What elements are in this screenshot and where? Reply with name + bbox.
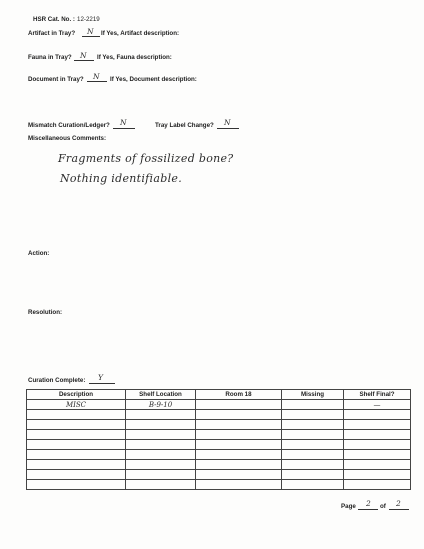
table-cell — [282, 480, 344, 490]
tray-label-answer-line — [217, 128, 239, 129]
col-header-description: Description — [27, 390, 126, 400]
table-cell — [282, 460, 344, 470]
table-cell — [126, 440, 196, 450]
table-cell — [196, 430, 282, 440]
table-row — [27, 470, 411, 480]
shelf-log-table — [26, 389, 411, 490]
cat-number-label: HSR Cat. No. : — [33, 16, 75, 23]
document-desc-label: If Yes, Document description: — [110, 76, 197, 83]
col-header-room-18: Room 18 — [196, 390, 282, 400]
table-cell — [27, 480, 126, 490]
table-cell — [27, 450, 126, 460]
table-row — [27, 450, 411, 460]
table-row — [27, 480, 411, 490]
tray-label-change-label: Tray Label Change? — [155, 122, 214, 129]
table-cell — [196, 420, 282, 430]
table-cell — [344, 420, 411, 430]
fauna-answer: N — [80, 51, 87, 60]
table-cell — [344, 440, 411, 450]
mismatch-label: Mismatch Curation/Ledger? — [28, 122, 110, 129]
table-cell — [196, 460, 282, 470]
col-header-missing: Missing — [282, 390, 344, 400]
table-row — [27, 430, 411, 440]
tray-label-answer: N — [224, 118, 231, 127]
table-cell — [282, 430, 344, 440]
table-cell — [27, 460, 126, 470]
table-cell — [196, 470, 282, 480]
table-cell — [126, 470, 196, 480]
document-answer: N — [93, 72, 100, 81]
curation-answer: Y — [98, 373, 103, 382]
table-cell — [196, 400, 282, 410]
table-cell — [126, 460, 196, 470]
artifact-answer-line — [82, 36, 100, 37]
table-row — [27, 410, 411, 420]
table-cell — [196, 480, 282, 490]
page-label: Page — [341, 503, 356, 510]
table-cell — [344, 410, 411, 420]
table-cell — [344, 470, 411, 480]
fauna-answer-line — [74, 60, 94, 61]
curation-complete-label: Curation Complete: — [28, 377, 86, 384]
fauna-label: Fauna in Tray? — [28, 54, 72, 61]
table-cell — [196, 440, 282, 450]
table-cell — [282, 450, 344, 460]
action-label: Action: — [28, 250, 50, 257]
curation-answer-line — [89, 383, 115, 384]
table-cell — [126, 450, 196, 460]
table-cell: MISC — [27, 400, 126, 410]
page-total: 2 — [396, 499, 401, 508]
document-answer-line — [87, 81, 107, 82]
page-total-line — [389, 509, 409, 510]
col-header-shelf-final: Shelf Final? — [344, 390, 411, 400]
fauna-desc-label: If Yes, Fauna description: — [97, 54, 172, 61]
table-cell — [27, 410, 126, 420]
table-row — [27, 400, 411, 410]
artifact-label: Artifact in Tray? — [28, 30, 76, 37]
table-cell — [196, 450, 282, 460]
table-cell — [344, 460, 411, 470]
of-label: of — [380, 503, 386, 510]
table-cell — [27, 430, 126, 440]
comment-line-1: Fragments of fossilized bone? — [58, 152, 234, 165]
table-cell — [27, 440, 126, 450]
col-header-shelf-location: Shelf Location — [126, 390, 196, 400]
artifact-answer: N — [87, 27, 94, 36]
table-cell — [282, 440, 344, 450]
table-cell — [126, 430, 196, 440]
table-cell — [282, 470, 344, 480]
table-row — [27, 440, 411, 450]
table-cell — [282, 400, 344, 410]
table-header-row — [27, 390, 411, 400]
table-cell — [344, 450, 411, 460]
table-cell — [344, 480, 411, 490]
table-cell — [196, 410, 282, 420]
document-label: Document in Tray? — [28, 76, 84, 83]
comment-line-2: Nothing identifiable. — [60, 172, 182, 185]
comments-label: Miscellaneous Comments: — [28, 135, 107, 142]
table-cell — [126, 420, 196, 430]
page-num-line — [358, 509, 378, 510]
table-cell — [282, 410, 344, 420]
table-cell — [282, 420, 344, 430]
mismatch-answer: N — [120, 118, 127, 127]
resolution-label: Resolution: — [28, 309, 63, 316]
table-cell — [344, 430, 411, 440]
mismatch-answer-line — [113, 128, 135, 129]
table-cell — [126, 410, 196, 420]
page-number: 2 — [366, 499, 371, 508]
table-cell: — — [344, 400, 411, 410]
table-cell — [27, 420, 126, 430]
table-cell: B-9-10 — [126, 400, 196, 410]
table-cell — [126, 480, 196, 490]
table-cell — [27, 470, 126, 480]
table-row — [27, 460, 411, 470]
table-row — [27, 420, 411, 430]
cat-number-value: 12-2219 — [77, 16, 100, 23]
artifact-desc-label: If Yes, Artifact description: — [101, 30, 180, 37]
